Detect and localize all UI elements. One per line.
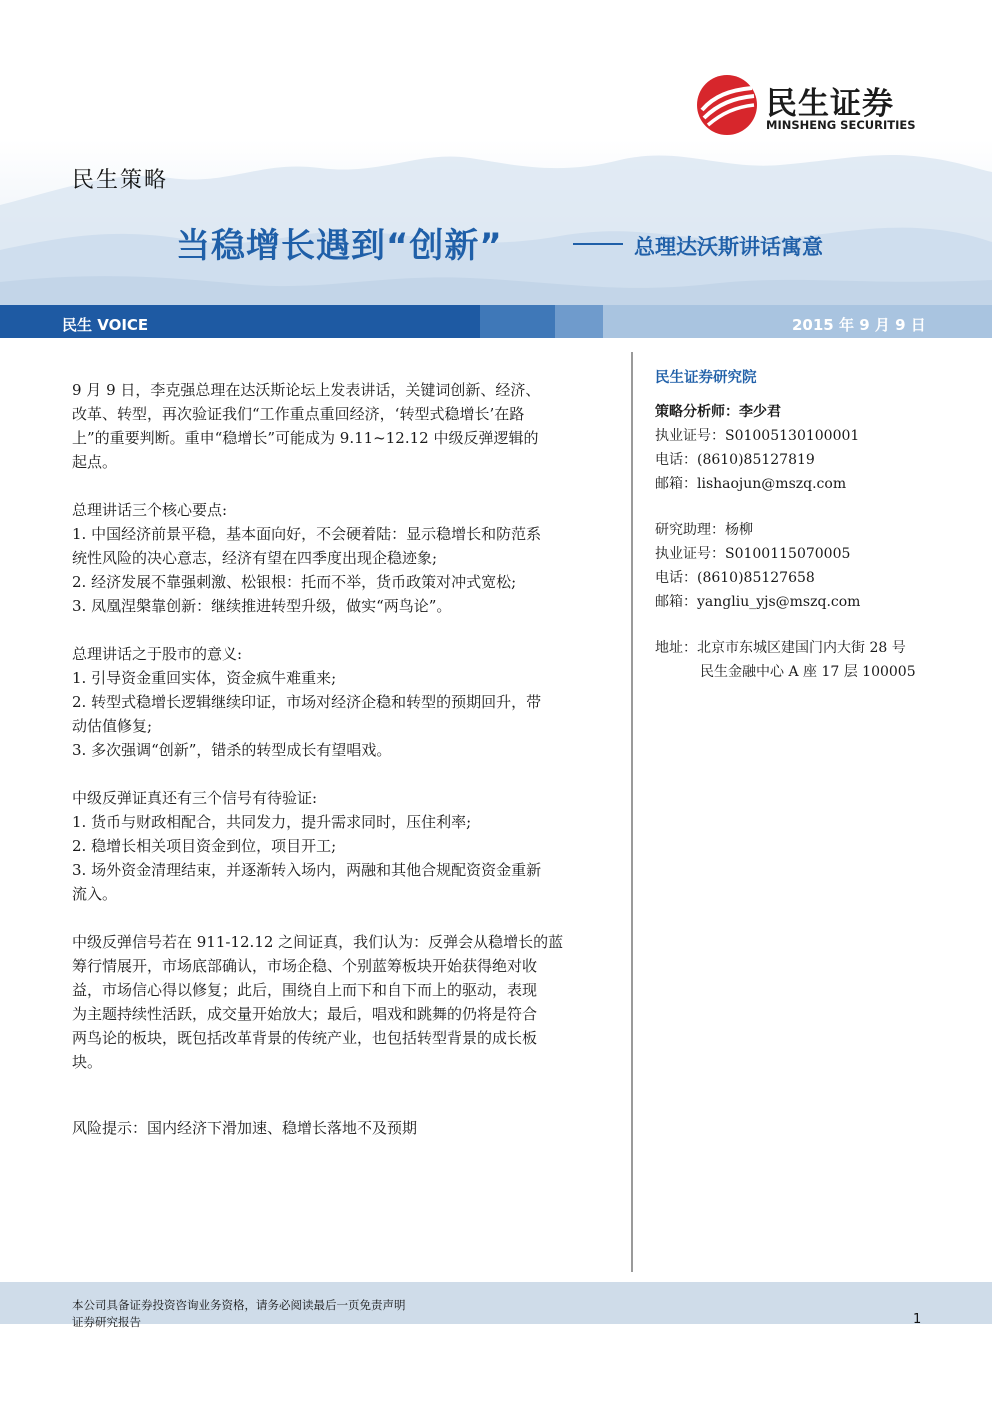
point-line: 3. 凤凰涅槃靠创新：继续推进转型升级，做实“两鸟论”。 — [72, 597, 452, 615]
risk-note: 风险提示：国内经济下滑加速、稳增长落地不及预期 — [72, 1119, 418, 1137]
institute-name: 民生证券研究院 — [655, 370, 757, 386]
page-number: 1 — [913, 1312, 922, 1327]
signals-heading: 中级反弹证真还有三个信号有待验证: — [72, 789, 318, 807]
intro-line: 改革、转型，再次验证我们“工作重点重回经济，‘转型式稳增长’在路 — [72, 405, 525, 423]
sidebar — [655, 366, 955, 684]
assistant-email: 邮箱：yangliu_yjs@mszq.com — [655, 594, 861, 610]
market-line: 2. 转型式稳增长逻辑继续印证，市场对经济企稳和转型的预期回升，带 — [72, 693, 542, 711]
intro-line: 上”的重要判断。重申“稳增长”可能成为 9.11~12.12 中级反弹逻辑的 — [72, 429, 539, 447]
minsheng-logo-icon — [696, 74, 758, 136]
report-subtitle: 总理达沃斯讲话寓意 — [634, 235, 823, 259]
market-line: 1. 引导资金重回实体，资金疯牛难重来; — [72, 669, 337, 687]
outlook-line: 块。 — [72, 1053, 103, 1071]
address-line: 民生金融中心 A 座 17 层 100005 — [700, 664, 916, 680]
assistant-cert: 执业证号：S0100115070005 — [655, 546, 851, 562]
voice-label: 民生 VOICE — [62, 316, 149, 334]
logo-english-name: MINSHENG SECURITIES — [766, 118, 916, 132]
series-name: 民生策略 — [72, 168, 169, 193]
market-line: 3. 多次强调“创新”，错杀的转型成长有望唱戏。 — [72, 741, 392, 759]
point-line: 统性风险的决心意志，经济有望在四季度出现企稳迹象; — [72, 549, 438, 567]
report-date: 2015 年 9 月 9 日 — [792, 316, 926, 334]
logo-chinese-name: 民生证券 — [766, 86, 894, 122]
signal-line: 流入。 — [72, 885, 118, 903]
intro-line: 9 月 9 日，李克强总理在达沃斯论坛上发表讲话，关键词创新、经济、 — [72, 381, 541, 399]
intro-line: 起点。 — [72, 453, 118, 471]
market-heading: 总理讲话之于股市的意义: — [72, 645, 243, 663]
outlook-line: 益，市场信心得以修复；此后，围绕自上而下和自下而上的驱动，表现 — [72, 981, 538, 999]
report-type: 证券研究报告 — [72, 1315, 141, 1329]
outlook-line: 中级反弹信号若在 911-12.12 之间证真，我们认为：反弹会从稳增长的蓝 — [72, 933, 564, 951]
points-heading: 总理讲话三个核心要点: — [72, 501, 228, 519]
outlook-line: 两鸟论的板块，既包括改革背景的传统产业，也包括转型背景的成长板 — [72, 1029, 538, 1047]
band-segment — [555, 305, 603, 338]
point-line: 1. 中国经济前景平稳，基本面向好，不会硬着陆：显示稳增长和防范系 — [72, 525, 542, 543]
point-line: 2. 经济发展不靠强刺激、松银根：托而不举，货币政策对冲式宽松; — [72, 573, 517, 591]
column-divider — [631, 352, 633, 1272]
signal-line: 3. 场外资金清理结束，并逐渐转入场内，两融和其他合规配资资金重新 — [72, 861, 542, 879]
analyst-cert: 执业证号：S0100513010000​1 — [655, 428, 860, 444]
analyst-phone: 电话：(8610)85127819 — [655, 452, 815, 468]
signal-line: 2. 稳增长相关项目资金到位，项目开工; — [72, 837, 337, 855]
band-segment — [480, 305, 555, 338]
main-content — [72, 378, 616, 1140]
analyst-name: 策略分析师：李少君 — [655, 404, 781, 420]
market-line: 动估值修复; — [72, 717, 153, 735]
address-line: 地址：北京市东城区建国门内大街 28 号 — [655, 640, 906, 656]
company-logo — [696, 74, 936, 138]
assistant-phone: 电话：(8610)85127658 — [655, 570, 815, 586]
title-dash — [573, 243, 623, 245]
outlook-line: 筹行情展开，市场底部确认，市场企稳、个别蓝筹板块开始获得绝对收 — [72, 957, 538, 975]
disclaimer-notice: 本公司具备证券投资咨询业务资格，请务必阅读最后一页免责声明 — [72, 1298, 406, 1312]
report-title: 当稳增长遇到“创新” — [176, 226, 503, 266]
analyst-email: 邮箱：lishaojun@mszq.com — [655, 476, 847, 492]
outlook-line: 为主题持续性活跃，成交量开始放大；最后，唱戏和跳舞的仍将是符合 — [72, 1005, 538, 1023]
assistant-name: 研究助理：杨柳 — [655, 522, 753, 538]
signal-line: 1. 货币与财政相配合，共同发力，提升需求同时，压住利率; — [72, 813, 472, 831]
